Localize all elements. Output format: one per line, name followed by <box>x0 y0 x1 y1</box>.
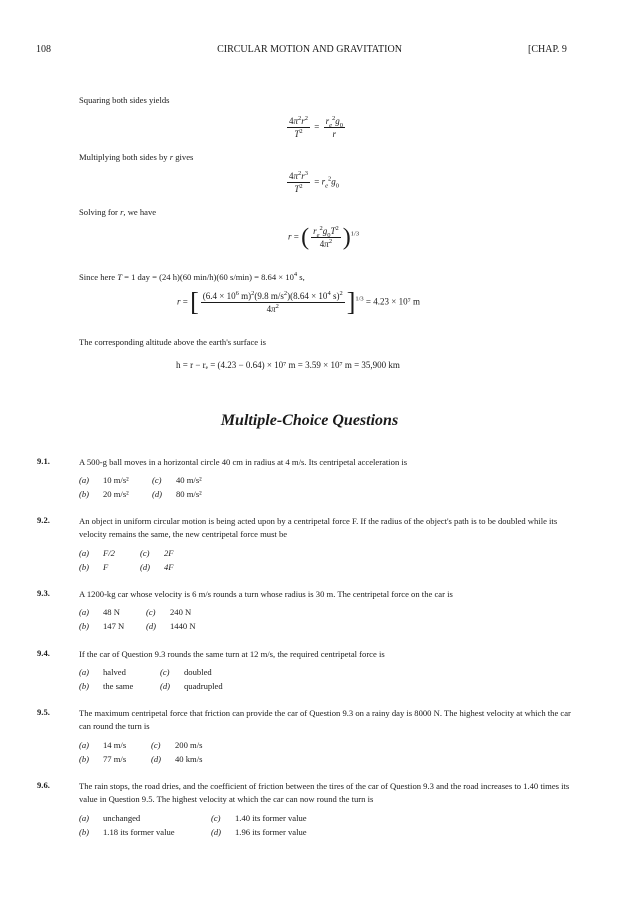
question-text: The rain stops, the road dries, and the coefficient of friction between the tires of the car of Question 9.3 and the road increases to 1.40 times its value in Question 9.5. The highest velocity at which the car can now round the turn is <box>79 781 570 804</box>
option: (c) doubled <box>160 667 212 677</box>
equation-r-numeric: r = [ $\frac{(6.4 \times 10^6 m)^2(9.8 m/s^2)(8.64 \times 10^4 s)^2}{4\pi^2}$ ]$^{1/3}$ = 4.23 × 10⁷ m <box>177 287 420 317</box>
question-number: 9.4. <box>37 648 50 658</box>
derivation-line-altitude: The corresponding altitude above the earth's surface is <box>79 337 266 347</box>
derivation-line-multiplying: Multiplying both sides by r gives <box>79 152 194 162</box>
option: (b) 147 N <box>79 621 125 631</box>
option: (b) F <box>79 562 109 572</box>
question-text: An object in uniform circular motion is being acted upon by a centripetal force F. If the radius of the object's path is to be doubled while its velocity remains the same, the new centripetal force must be <box>79 516 558 539</box>
option: (b) 20 m/s² <box>79 489 129 499</box>
question-text: A 500-g ball moves in a horizontal circle 40 cm in radius at 4 m/s. Its centripetal acceleration is <box>79 457 408 467</box>
question-number: 9.6. <box>37 780 50 790</box>
option: (a) 10 m/s² <box>79 475 129 485</box>
option: (b) 77 m/s <box>79 754 127 764</box>
option: (c) 1.40 its former value <box>211 813 307 823</box>
equation-r-solution: r = ( $\frac{r_e^2g_0T^2}{4\pi^2}$ )$^{1/3}$ <box>288 224 360 251</box>
equation-altitude: h = r − rₑ = (4.23 − 0.64) × 10⁷ m = 3.59 × 10⁷ m = 35,900 km <box>176 360 400 370</box>
equation-r-result: = 4.23 × 10⁷ m <box>365 296 420 307</box>
question-text: If the car of Question 9.3 rounds the same turn at 12 m/s, the required centripetal force is <box>79 649 385 659</box>
option: (c) 2F <box>140 548 174 558</box>
section-title: Multiple-Choice Questions <box>220 412 399 429</box>
question-number: 9.5. <box>37 707 50 717</box>
option: (c) 240 N <box>146 607 192 617</box>
option: (a) halved <box>79 667 126 677</box>
option: (d) quadrupled <box>160 681 223 691</box>
equation-cubed: $\frac{4\pi^2r^3}{T^2}$ = $r_e^2g_0$ <box>289 170 340 194</box>
question-number: 9.1. <box>37 456 50 466</box>
question-text: A 1200-kg car whose velocity is 6 m/s rounds a turn whose radius is 30 m. The centripetal force on the car is <box>79 589 453 599</box>
question-number: 9.3. <box>37 588 50 598</box>
option: (a) unchanged <box>79 813 141 823</box>
page-number: 108 <box>36 44 51 55</box>
derivation-line-solving: Solving for r, we have <box>79 207 157 217</box>
option: (c) 200 m/s <box>151 740 203 750</box>
option: (a) F/2 <box>79 548 115 558</box>
option: (b) the same <box>79 681 134 691</box>
option: (d) 1440 N <box>146 621 196 631</box>
option: (a) 48 N <box>79 607 120 617</box>
option: (b) 1.18 its former value <box>79 827 175 837</box>
chapter-tag: [CHAP. 9 <box>528 44 567 55</box>
option: (d) 1.96 its former value <box>211 827 307 837</box>
question-number: 9.2. <box>37 515 50 525</box>
derivation-line-squaring: Squaring both sides yields <box>79 95 170 105</box>
option: (d) 80 m/s² <box>152 489 202 499</box>
option: (d) 4F <box>140 562 174 572</box>
option: (d) 40 km/s <box>151 754 203 764</box>
equation-squared: $\frac{4\pi^2r^2}{T^2}$ = $\frac{r_e^2g_0}{r}$ <box>289 115 344 139</box>
option: (c) 40 m/s² <box>152 475 202 485</box>
derivation-line-since: Since here T = 1 day = (24 h)(60 min/h)(60 $s/\min) = 8.64 \times 10^4$ s, <box>79 271 305 282</box>
question-text: The maximum centripetal force that friction can provide the car of Question 9.3 on a rainy day is 8000 N. The highest velocity at which the car can round the turn is <box>79 708 571 731</box>
option: (a) 14 m/s <box>79 740 127 750</box>
running-header-title: CIRCULAR MOTION AND GRAVITATION <box>217 44 402 55</box>
